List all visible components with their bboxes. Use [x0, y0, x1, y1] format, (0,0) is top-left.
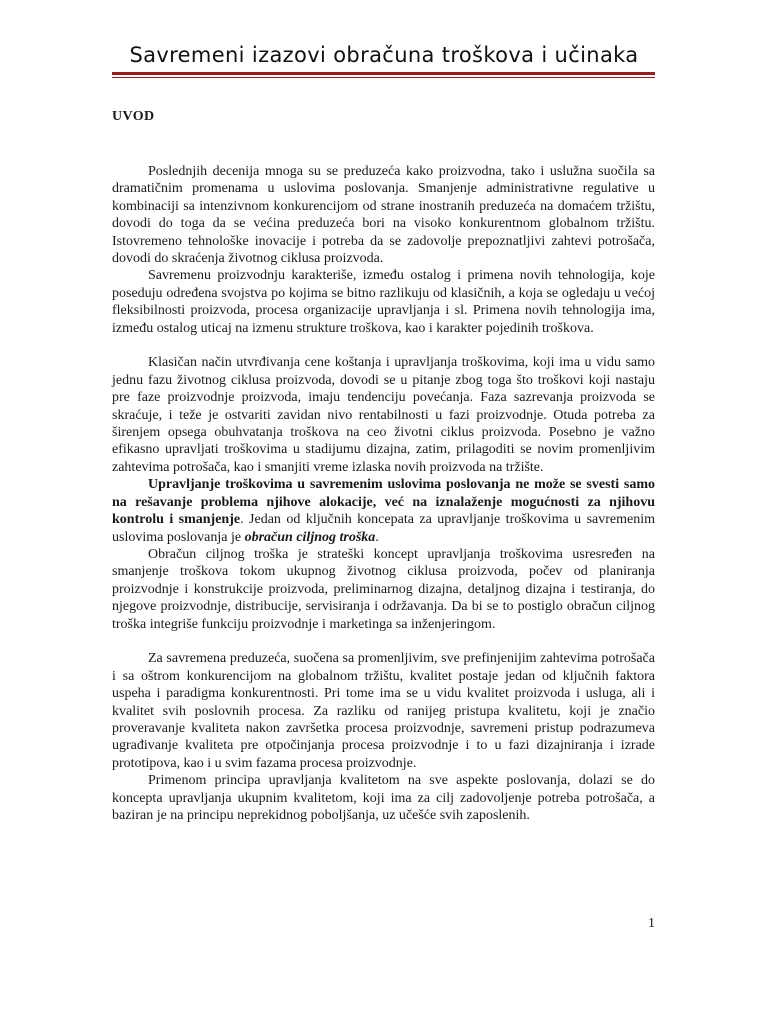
paragraph-4-end: . [375, 529, 379, 545]
paragraph-4-bold: Upravljanje troškovima u savremenim uslovima poslovanja ne može se svesti samo na rešavanje problema njihove alokacije, već na iznalaženje mogućnosti za njihovu kontrolu i smanjenje [112, 477, 655, 528]
paragraph-4-bold-italic: obračun ciljnog troška [244, 529, 376, 545]
paragraph-1: Poslednjih decenija mnoga su se preduzeća kako proizvodna, tako i uslužna suočila sa dramatičnim promenama u uslovima poslovanja. Smanjenje administrativne regulative u kombinaciji sa intenzivnom konkurencijom od strane inostranih preduzeća na domaćem tržištu, dovodi do toga da se većina preduzeća bori na visoko konkurentnom globalnom tržištu. Istovremeno tehnološke inovacije i potreba da se zadovolje prepoznatljivi zahtevi potrošača, dovodi do skraćenja životnog ciklusa proizvoda. [112, 164, 655, 267]
body-text [112, 163, 655, 824]
paragraph-7: Primenom principa upravljanja kvalitetom na sve aspekte poslovanja, dolazi se do koncepta upravljanja ukupnim kvalitetom, koji ima za cilj zadovoljenje potreba potrošača, a baziran je na principu neprekidnog poboljšanja, uz učešće svih zaposlenih. [112, 773, 655, 823]
section-heading: UVOD [112, 109, 155, 124]
paragraph-3: Klasičan način utvrđivanja cene koštanja i upravljanja troškovima, koji ima u vidu samo jednu fazu životnog ciklusa proizvoda, dovodi se u pitanje zbog toga što troškovi koji nastaju pre faze proizvodnje proizvoda, imaju tendenciju povećanja. Faza sazrevanja proizvoda se skraćuje, i teže je ostvariti zavidan nivo rentabilnosti u fazi proizvodnje. Otuda potreba za širenjem opsega obuhvatanja troškova na ceo životni ciklus proizvoda. Posebno je važno efikasno upravljati troškovima u stadijumu dizajna, zatim, prilagoditi se novim promenljivim zahtevima potrošača, kao i smanjiti vreme izlaska novih proizvoda na tržište. [112, 355, 655, 475]
page-number: 1 [648, 916, 655, 931]
header-rule-thick [112, 72, 655, 75]
paragraph-2: Savremenu proizvodnju karakteriše, između ostalog i primena novih tehnologija, koje poseduju određena svojstva po kojima se bitno razlikuju od klasičnih, a koja se ogledaju u većoj fleksibilnosti proizvoda, procesa organizacije upravljanja i sl. Primena novih tehnologija ima, između ostalog uticaj na izmenu strukture troškova, kao i karakter pojedinih troškova. [112, 268, 655, 336]
header-rule-thin [112, 77, 655, 78]
paragraph-6: Za savremena preduzeća, suočena sa promenljivim, sve prefinjenijim zahtevima potrošača i sa oštrom konkurencijom na globalnom tržištu, kvalitet postaje jedan od ključnih faktora uspeha i paradigma konkurentnosti. Pri tome ima se u vidu kvalitet proizvoda i usluga, ali i kvalitet svih poslovnih procesa. Za razliku od ranijeg pristupa kvalitetu, koji je značio proveravanje kvaliteta nakon završetka procesa proizvodnje, savremeni pristup podrazumeva ugrađivanje kvaliteta pre otpočinjanja procesa proizvodnje i to u fazi dizajniranja i izrade prototipova, kao i u svim fazama procesa proizvodnje. [112, 651, 655, 771]
paragraph-4 [112, 476, 655, 546]
running-header-title: Savremeni izazovi obračuna troškova i učinaka [129, 43, 639, 67]
paragraph-5: Obračun ciljnog troška je strateški koncept upravljanja troškovima usresređen na smanjenje troškova tokom ukupnog životnog ciklusa proizvoda, počev od planiranja proizvodnje i konstrukcije proizvoda, preliminarnog dizajna, detaljnog dizajna i testiranja, do njegove proizvodnje, distribucije, servisiranja i održavanja. Da bi se to postiglo obračun ciljnog troška integriše funkciju proizvodnje i marketinga sa inženjeringom. [112, 546, 655, 632]
paragraph-4-text: . Jedan od ključnih koncepata za upravljanje troškovima u savremenim uslovima poslovanja je [112, 512, 655, 545]
